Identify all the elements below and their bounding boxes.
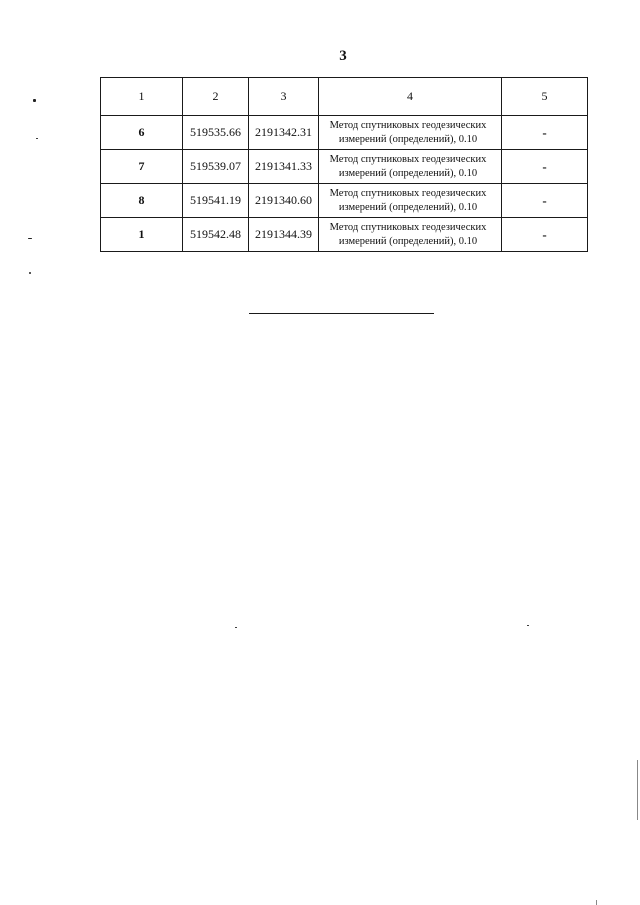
column-header-5: 5 (502, 78, 588, 116)
point-number-cell: 6 (101, 116, 183, 150)
point-number-cell: 7 (101, 150, 183, 184)
method-text: Метод спутниковых геодезических измерений (определений), 0.10 (329, 119, 487, 145)
point-number-cell: 1 (101, 218, 183, 252)
note-cell: - (502, 218, 588, 252)
page-number: 3 (339, 48, 347, 64)
table-row (101, 218, 588, 252)
y-coordinate-cell: 2191342.31 (249, 116, 319, 150)
method-cell (319, 184, 502, 218)
scan-edge-mark (637, 760, 638, 820)
method-text: Метод спутниковых геодезических измерений (определений), 0.10 (329, 187, 487, 213)
scan-edge-mark (596, 900, 597, 905)
x-coordinate-cell: 519535.66 (183, 116, 249, 150)
scan-speck (235, 627, 237, 628)
scan-speck (527, 625, 529, 626)
column-header-4: 4 (319, 78, 502, 116)
method-text: Метод спутниковых геодезических измерений (определений), 0.10 (329, 153, 487, 179)
x-coordinate-cell: 519542.48 (183, 218, 249, 252)
note-cell: - (502, 116, 588, 150)
y-coordinate-cell: 2191344.39 (249, 218, 319, 252)
y-coordinate-cell: 2191341.33 (249, 150, 319, 184)
scan-speck (29, 272, 31, 274)
column-header-1: 1 (101, 78, 183, 116)
x-coordinate-cell: 519541.19 (183, 184, 249, 218)
end-of-document-separator (249, 313, 434, 314)
method-cell (319, 116, 502, 150)
scan-speck (28, 238, 32, 239)
x-coordinate-cell: 519539.07 (183, 150, 249, 184)
method-text: Метод спутниковых геодезических измерений (определений), 0.10 (329, 221, 487, 247)
table-row (101, 116, 588, 150)
method-cell (319, 150, 502, 184)
coordinates-table (100, 77, 588, 252)
table-row (101, 184, 588, 218)
point-number-cell: 8 (101, 184, 183, 218)
scan-speck (33, 99, 36, 102)
method-cell (319, 218, 502, 252)
y-coordinate-cell: 2191340.60 (249, 184, 319, 218)
table-row (101, 150, 588, 184)
note-cell: - (502, 150, 588, 184)
scan-speck (36, 138, 38, 139)
note-cell: - (502, 184, 588, 218)
column-header-2: 2 (183, 78, 249, 116)
column-header-3: 3 (249, 78, 319, 116)
table-header-row (101, 78, 588, 116)
